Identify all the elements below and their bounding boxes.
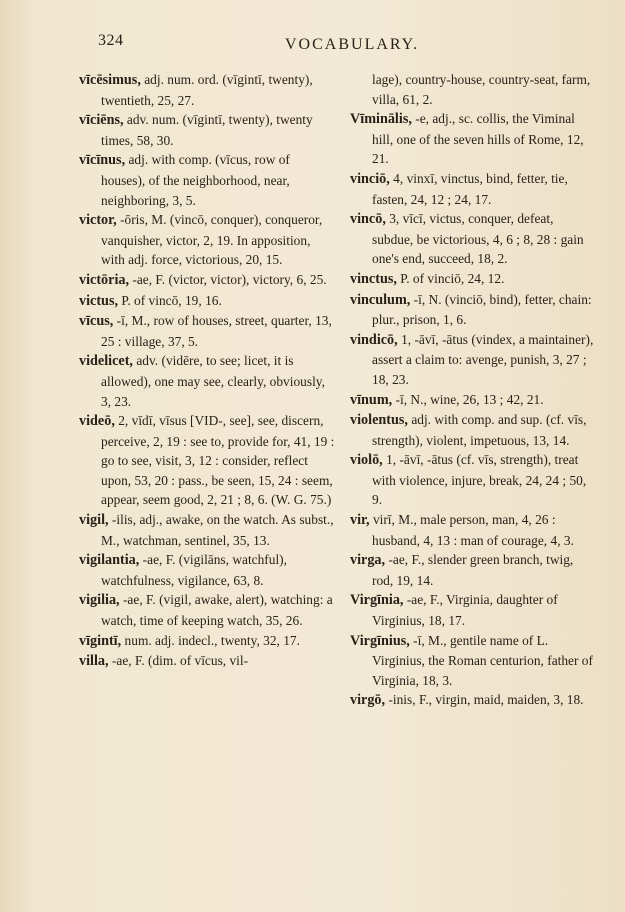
entry-headword: violentus, [350, 412, 408, 429]
dictionary-entry [350, 209, 595, 269]
entry-headword: vigil, [79, 512, 109, 529]
dictionary-entry [350, 70, 595, 109]
entry-headword: victus, [79, 292, 119, 309]
dictionary-entry [350, 390, 595, 411]
dictionary-entry [350, 330, 595, 390]
entry-headword: vinciō, [350, 170, 390, 187]
entry-headword: vīcīnus, [79, 152, 126, 169]
dictionary-entry [350, 690, 595, 711]
entry-definition: -ae, F. (dim. of vīcus, vil- [111, 653, 249, 669]
entry-headword: vinculum, [350, 291, 411, 308]
entry-definition: -ae, F., Virginia, daughter of Virginius, 18, 17. [372, 592, 558, 629]
entry-headword: vir, [350, 512, 370, 529]
entry-headword: vigilia, [79, 592, 120, 609]
entry-definition: adj. num. ord. (vīgintī, twenty), twentieth, 25, 27. [101, 72, 313, 108]
entry-definition: num. adj. indecl., twenty, 32, 17. [124, 632, 300, 648]
entry-definition: P. of vinciō, 24, 12. [400, 270, 505, 286]
entry-definition: -ae, F. (vigil, awake, alert), watching: a watch, time of keeping watch, 35, 26. [101, 592, 333, 629]
entry-headword: vīcēsimus, [79, 72, 141, 88]
dictionary-entry [79, 631, 337, 652]
dictionary-entry [79, 291, 337, 312]
entry-definition: 1, -āvī, -ātus (cf. vīs, strength), treat with violence, injure, break, 24, 24 ; 50, 9. [372, 452, 587, 508]
entry-headword: Virgīnius, [350, 632, 410, 649]
dictionary-entry [79, 110, 337, 150]
dictionary-entry [350, 550, 595, 590]
entry-definition: -ae, F. (victor, victor), victory, 6, 25. [132, 271, 327, 287]
entry-definition: adv. num. (vīgintī, twenty), twenty times, 58, 30. [101, 112, 313, 148]
entry-definition: -ae, F., slender green branch, twig, rod, 19, 14. [372, 552, 574, 588]
dictionary-entry [350, 290, 595, 330]
entry-headword: vincō, [350, 211, 386, 228]
entry-definition: -ilis, adj., awake, on the watch. As subst., M., watchman, sentinel, 35, 13. [101, 512, 334, 548]
dictionary-entry [79, 510, 337, 550]
dictionary-entry [350, 269, 595, 290]
dictionary-entry [79, 270, 337, 291]
dictionary-entry [79, 651, 337, 672]
dictionary-entry [350, 410, 595, 450]
entry-definition: adj. with comp. and sup. (cf. vīs, strength), violent, impetuous, 13, 14. [372, 412, 587, 448]
entry-definition: -ī, N., wine, 26, 13 ; 42, 21. [395, 391, 544, 407]
entry-headword: vīgintī, [79, 632, 122, 649]
entry-definition: P. of vincō, 19, 16. [121, 292, 222, 308]
entry-headword: victor, [79, 212, 117, 229]
dictionary-entry [350, 109, 595, 169]
entry-headword: vīciēns, [79, 112, 124, 129]
entry-definition: -ae, F. (vigilāns, watchful), watchfulness, vigilance, 63, 8. [101, 552, 287, 588]
entry-headword: vigilantia, [79, 552, 140, 569]
entry-definition: 3, vīcī, victus, conquer, defeat, subdue, be victorious, 4, 6 ; 8, 28 : gain one's end, succeed, 18, 2. [372, 211, 584, 267]
entry-definition: -inis, F., virgin, maid, maiden, 3, 18. [388, 692, 584, 708]
dictionary-entry [350, 631, 595, 691]
entry-definition: virī, M., male person, man, 4, 26 : husband, 4, 13 : man of courage, 4, 3. [372, 512, 574, 548]
left-column [79, 70, 337, 672]
dictionary-entry [79, 311, 337, 351]
entry-definition: adv. (vidēre, to see; licet, it is allowed), one may see, clearly, obviously, 3, 23. [101, 353, 325, 409]
dictionary-entry [79, 550, 337, 590]
dictionary-entry [79, 70, 337, 110]
entry-definition: 1, -āvī, -ātus (vindex, a maintainer), assert a claim to: avenge, punish, 3, 27 ; 18, 23. [372, 331, 594, 387]
entry-headword: vindicō, [350, 331, 398, 348]
entry-headword: vīnum, [350, 391, 393, 408]
dictionary-entry [79, 411, 337, 510]
entry-definition: -e, adj., sc. collis, the Viminal hill, one of the seven hills of Rome, 12, 21. [372, 111, 584, 167]
dictionary-entry [79, 351, 337, 411]
entry-headword: vinctus, [350, 270, 397, 287]
entry-definition: 2, vīdī, vīsus [VID-, see], see, discern, perceive, 2, 19 : see to, provide for, 41, 19 : go to see, visit, 3, 12 : consider, reflect upon, 53, 20 : pass., be seen, 15, 24 : seem, appear, seem good, 2, 21 ; 8, 6. (W. G. 75.) [101, 413, 335, 508]
dictionary-entry [79, 590, 337, 630]
entry-definition: -ōris, M. (vincō, conquer), conqueror, vanquisher, victor, 2, 19. In apposition, with adj. force, victorious, 20, 15. [101, 212, 323, 268]
entry-definition: lage), country-house, country-seat, farm, villa, 61, 2. [372, 72, 591, 107]
dictionary-entry [79, 210, 337, 270]
entry-definition: 4, vinxī, vinctus, bind, fetter, tie, fasten, 24, 12 ; 24, 17. [372, 170, 568, 207]
entry-definition: -ī, M., row of houses, street, quarter, 13, 25 : village, 37, 5. [101, 313, 332, 349]
entry-definition: -ī, M., gentile name of L. Virginius, the Roman centurion, father of Virginia, 18, 3. [372, 632, 593, 688]
entry-headword: violō, [350, 452, 383, 469]
entry-headword: videō, [79, 413, 115, 430]
right-column [350, 70, 595, 711]
entry-headword: Vīminālis, [350, 111, 412, 128]
entry-headword: virga, [350, 552, 386, 569]
entry-definition: -ī, N. (vinciō, bind), fetter, chain: plur., prison, 1, 6. [372, 291, 592, 328]
entry-headword: victōria, [79, 271, 130, 288]
dictionary-entry [350, 590, 595, 630]
entry-headword: villa, [79, 653, 109, 670]
running-head: VOCABULARY. [285, 36, 420, 53]
dictionary-entry [350, 169, 595, 209]
dictionary-entry [350, 450, 595, 510]
entry-definition: adj. with comp. (vīcus, row of houses), of the neighborhood, near, neighboring, 3, 5. [101, 152, 290, 208]
entry-headword: videlicet, [79, 353, 133, 370]
dictionary-entry [350, 510, 595, 550]
dictionary-entry [79, 150, 337, 210]
entry-headword: vīcus, [79, 313, 114, 330]
entry-headword: virgō, [350, 692, 386, 709]
page-number: 324 [98, 32, 124, 49]
entry-headword: Virgīnia, [350, 592, 404, 609]
